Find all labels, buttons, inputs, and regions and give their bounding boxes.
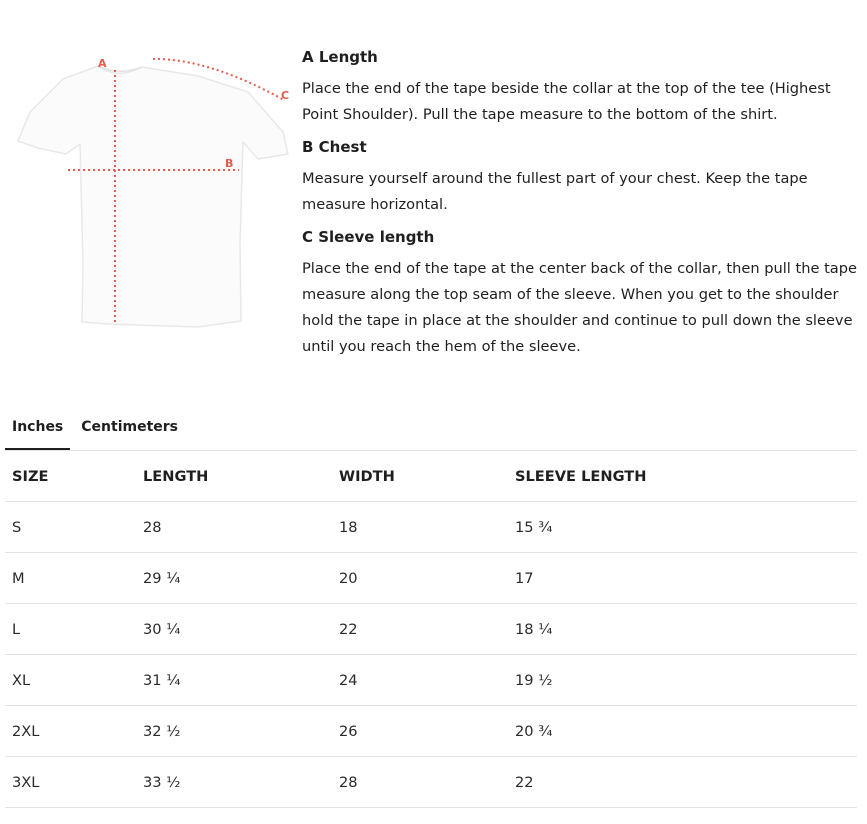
header-width: WIDTH bbox=[332, 451, 508, 502]
header-sleeve-length: SLEEVE LENGTH bbox=[508, 451, 857, 502]
cell-sleeve-length: 17 bbox=[508, 553, 857, 604]
table-header-row bbox=[5, 451, 857, 502]
cell-length: 31 ¼ bbox=[136, 655, 332, 706]
table-row bbox=[5, 706, 857, 757]
cell-width: 24 bbox=[332, 655, 508, 706]
cell-width: 20 bbox=[332, 553, 508, 604]
cell-length: 29 ¼ bbox=[136, 553, 332, 604]
tab-inches[interactable]: Inches bbox=[5, 412, 70, 451]
cell-length: 33 ½ bbox=[136, 757, 332, 808]
tab-centimeters[interactable]: Centimeters bbox=[81, 419, 179, 435]
table-row bbox=[5, 553, 857, 604]
table-row bbox=[5, 655, 857, 706]
table-row bbox=[5, 502, 857, 553]
guide-chest-text: Measure yourself around the fullest part of your chest. Keep the tape measure horizontal. bbox=[302, 170, 808, 213]
cell-width: 28 bbox=[332, 757, 508, 808]
cell-size: 3XL bbox=[5, 757, 136, 808]
cell-size: L bbox=[5, 604, 136, 655]
marker-c-label: C bbox=[281, 89, 290, 102]
tshirt-illustration bbox=[18, 66, 288, 327]
header-length: LENGTH bbox=[136, 451, 332, 502]
measuring-guide bbox=[302, 44, 862, 360]
cell-size: M bbox=[5, 553, 136, 604]
cell-size: S bbox=[5, 502, 136, 553]
cell-length: 32 ½ bbox=[136, 706, 332, 757]
tshirt-measurement-diagram bbox=[8, 44, 298, 334]
marker-a-label: A bbox=[98, 57, 107, 70]
cell-sleeve-length: 18 ¼ bbox=[508, 604, 857, 655]
cell-size: 2XL bbox=[5, 706, 136, 757]
guide-sleeve-title: C Sleeve length bbox=[302, 228, 435, 246]
guide-length-text: Place the end of the tape beside the collar at the top of the tee (Highest Point Shoulder). Pull the tape measure to the bottom of the shirt. bbox=[302, 80, 831, 123]
cell-width: 26 bbox=[332, 706, 508, 757]
table-row bbox=[5, 604, 857, 655]
cell-sleeve-length: 19 ½ bbox=[508, 655, 857, 706]
guide-sleeve-text: Place the end of the tape at the center back of the collar, then pull the tape measure along the top seam of the sleeve. When you get to the shoulder hold the tape in place at the shoulder and continue to pull down the sleeve until you reach the hem of the sleeve. bbox=[302, 260, 857, 355]
marker-b-label: B bbox=[225, 157, 234, 170]
cell-length: 30 ¼ bbox=[136, 604, 332, 655]
cell-width: 22 bbox=[332, 604, 508, 655]
cell-width: 18 bbox=[332, 502, 508, 553]
cell-sleeve-length: 20 ¾ bbox=[508, 706, 857, 757]
guide-length-title: A Length bbox=[302, 48, 378, 66]
unit-tabs bbox=[5, 412, 185, 450]
header-size: SIZE bbox=[5, 451, 136, 502]
size-chart-table bbox=[5, 451, 857, 808]
cell-sleeve-length: 22 bbox=[508, 757, 857, 808]
cell-length: 28 bbox=[136, 502, 332, 553]
table-row bbox=[5, 757, 857, 808]
cell-sleeve-length: 15 ¾ bbox=[508, 502, 857, 553]
cell-size: XL bbox=[5, 655, 136, 706]
guide-chest-title: B Chest bbox=[302, 138, 367, 156]
